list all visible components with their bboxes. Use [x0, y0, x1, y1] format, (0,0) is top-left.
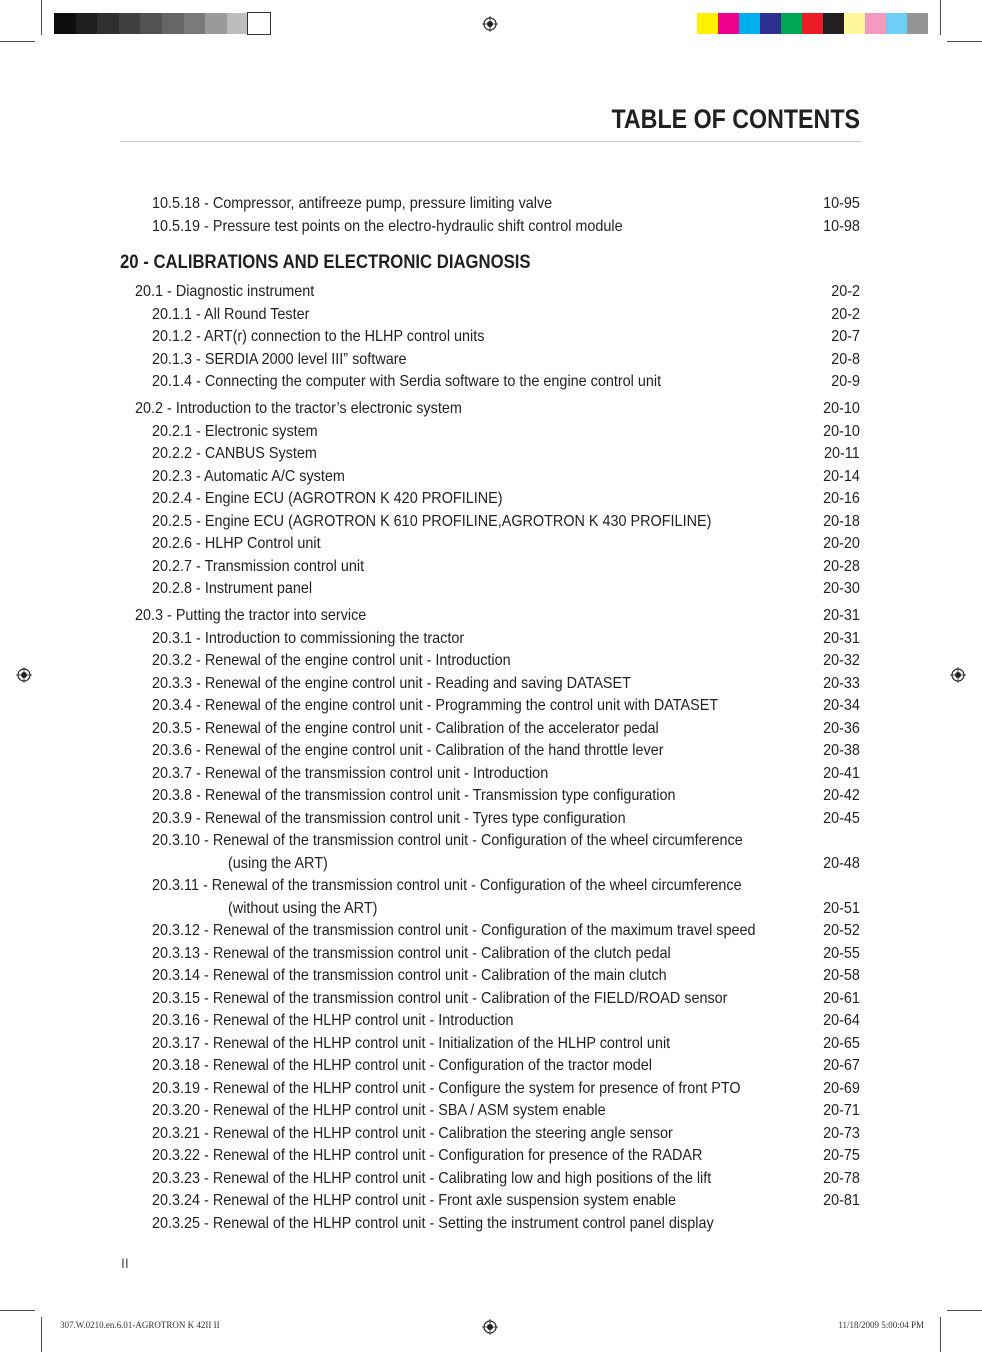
toc-subentry[interactable] — [0, 1145, 982, 1167]
toc-subentry[interactable] — [0, 511, 982, 533]
entry-page-number: 20-18 — [823, 512, 860, 530]
entry-title: 20.3.6 - Renewal of the engine control unit - Calibration of the hand throttle lever — [152, 742, 664, 759]
chapter-heading[interactable]: 20 - CALIBRATIONS AND ELECTRONIC DIAGNOSIS — [120, 252, 531, 273]
entry-title: 20.3.22 - Renewal of the HLHP control unit - Configuration for presence of the RADAR — [152, 1147, 703, 1164]
entry-page-number: 20-42 — [823, 787, 860, 804]
toc-subentry[interactable] — [0, 1078, 982, 1100]
toc-subentry[interactable] — [0, 1213, 982, 1235]
entry-title: 20.3.11 - Renewal of the transmission control unit - Configuration of the wheel circumference — [152, 877, 742, 894]
toc-subentry[interactable] — [0, 988, 982, 1010]
gray-swatch — [119, 13, 141, 34]
entry-title: 20.2.6 - HLHP Control unit — [152, 535, 321, 552]
entry-page-number: 20-65 — [823, 1034, 860, 1052]
registration-target-icon — [482, 1319, 498, 1335]
color-swatch — [823, 13, 844, 34]
toc-section[interactable] — [0, 281, 982, 303]
entry-page-number: 20-32 — [823, 652, 860, 669]
entry-page-number: 10-95 — [823, 195, 860, 212]
toc-subentry[interactable] — [0, 1123, 982, 1145]
toc-subentry[interactable] — [0, 808, 982, 830]
entry-title: 10.5.19 - Pressure test points on the electro-hydraulic shift control module — [152, 217, 623, 235]
crop-mark — [940, 0, 941, 35]
color-swatch — [739, 13, 760, 34]
toc-subentry[interactable] — [0, 718, 982, 740]
toc-subentry[interactable] — [0, 1010, 982, 1032]
entry-title: 20.3.1 - Introduction to commissioning the tractor — [152, 629, 465, 647]
entry-page-number: 20-55 — [823, 944, 860, 962]
color-swatch — [865, 13, 886, 34]
entry-page-number: 20-2 — [831, 283, 860, 300]
entry-page-number: 20-16 — [823, 490, 860, 507]
toc-subentry[interactable] — [0, 1055, 982, 1077]
toc-subentry[interactable] — [0, 371, 982, 393]
toc-subentry[interactable] — [0, 304, 982, 326]
entry-title: 20.3.10 - Renewal of the transmission control unit - Configuration of the wheel circumference — [152, 832, 743, 849]
toc-subentry[interactable] — [0, 1100, 982, 1122]
entry-title: 20.3.20 - Renewal of the HLHP control unit - SBA / ASM system enable — [152, 1102, 606, 1119]
crop-mark — [940, 1317, 941, 1352]
entry-page-number: 20-8 — [831, 350, 860, 368]
toc-subentry[interactable] — [0, 965, 982, 987]
entry-title: 20.2.5 - Engine ECU (AGROTRON K 610 PROFILINE,AGROTRON K 430 PROFILINE) — [152, 512, 712, 530]
toc-subentry[interactable] — [0, 740, 982, 762]
toc-subentry[interactable] — [0, 875, 982, 897]
entry-title: 20.3.25 - Renewal of the HLHP control unit - Setting the instrument control panel display — [152, 1214, 714, 1232]
entry-title: 20.3.2 - Renewal of the engine control unit - Introduction — [152, 652, 511, 669]
gray-swatch — [248, 13, 270, 34]
entry-page-number: 20-11 — [824, 445, 860, 462]
entry-page-number: 20-7 — [831, 328, 860, 345]
entry-page-number: 20-71 — [823, 1102, 860, 1119]
entry-title: 20.3.19 - Renewal of the HLHP control unit - Configure the system for presence of front PTO — [152, 1079, 741, 1097]
entry-title: 20.1.1 - All Round Tester — [152, 305, 310, 323]
toc-subentry[interactable] — [0, 349, 982, 371]
print-slug-left: 307.W.0210.en.6.01-AGROTRON K 42II II — [60, 1320, 220, 1330]
entry-page-number: 20-69 — [823, 1079, 860, 1097]
gray-swatch — [140, 13, 162, 34]
entry-title: 20.3.15 - Renewal of the transmission control unit - Calibration of the FIELD/ROAD sensor — [152, 989, 728, 1007]
entry-page-number: 20-73 — [823, 1124, 860, 1142]
entry-title: 20.3.24 - Renewal of the HLHP control unit - Front axle suspension system enable — [152, 1192, 677, 1209]
toc-subentry[interactable] — [0, 785, 982, 807]
toc-subentry[interactable] — [0, 1168, 982, 1190]
entry-title: 20.2.2 - CANBUS System — [152, 445, 317, 462]
crop-mark — [0, 1310, 35, 1311]
toc-section[interactable] — [0, 398, 982, 420]
entry-title: 10.5.18 - Compressor, antifreeze pump, pressure limiting valve — [152, 195, 553, 212]
entry-title: 20.3.17 - Renewal of the HLHP control unit - Initialization of the HLHP control unit — [152, 1034, 671, 1052]
entry-title: 20.2 - Introduction to the tractor’s electronic system — [135, 400, 462, 417]
color-swatch — [907, 13, 928, 34]
crop-mark — [947, 41, 982, 42]
toc-subentry[interactable] — [0, 466, 982, 488]
page-title: TABLE OF CONTENTS — [611, 104, 860, 134]
entry-page-number: 20-10 — [823, 422, 860, 440]
toc-subentry[interactable] — [0, 830, 982, 852]
entry-title: 20.3.23 - Renewal of the HLHP control unit - Calibrating low and high positions of the lift — [152, 1169, 712, 1187]
toc-subentry-continuation[interactable] — [0, 898, 982, 920]
entry-page-number: 20-64 — [823, 1012, 860, 1029]
entry-title: 20.3.18 - Renewal of the HLHP control unit - Configuration of the tractor model — [152, 1057, 653, 1074]
entry-title: 20.3.21 - Renewal of the HLHP control unit - Calibration the steering angle sensor — [152, 1124, 673, 1142]
toc-subentry[interactable] — [0, 628, 982, 650]
toc-subentry[interactable] — [0, 943, 982, 965]
entry-page-number: 20-81 — [823, 1192, 860, 1209]
toc-subentry[interactable] — [0, 695, 982, 717]
entry-title: 20.1 - Diagnostic instrument — [135, 283, 315, 300]
toc-subentry[interactable] — [0, 920, 982, 942]
entry-title: 20.3.4 - Renewal of the engine control unit - Programming the control unit with DATASET — [152, 697, 719, 714]
entry-title: (without using the ART) — [228, 899, 378, 917]
entry-title: 20.2.8 - Instrument panel — [152, 580, 313, 597]
toc-subentry[interactable] — [0, 488, 982, 510]
entry-title: 20.2.7 - Transmission control unit — [152, 557, 365, 575]
entry-page-number: 20-20 — [823, 535, 860, 552]
registration-target-icon — [482, 16, 498, 32]
entry-page-number: 20-67 — [823, 1057, 860, 1074]
entry-title: 20.3.7 - Renewal of the transmission control unit - Introduction — [152, 764, 549, 782]
gray-swatch — [54, 13, 76, 34]
entry-page-number: 10-98 — [823, 217, 860, 235]
crop-mark — [41, 1317, 42, 1352]
entry-page-number: 20-33 — [823, 674, 860, 692]
entry-title: 20.3 - Putting the tractor into service — [135, 607, 367, 624]
entry-page-number: 20-58 — [823, 967, 860, 984]
toc-subentry[interactable] — [0, 216, 982, 238]
crop-mark — [41, 0, 42, 35]
entry-title: 20.2.4 - Engine ECU (AGROTRON K 420 PROFILINE) — [152, 490, 503, 507]
gray-swatch — [76, 13, 98, 34]
entry-title: 20.3.9 - Renewal of the transmission control unit - Tyres type configuration — [152, 809, 626, 827]
entry-page-number: 20-31 — [823, 629, 860, 647]
print-slug-right: 11/18/2009 5:00:04 PM — [838, 1320, 924, 1330]
page-folio: II — [121, 1255, 129, 1271]
entry-page-number: 20-2 — [831, 305, 860, 323]
crop-mark — [0, 41, 35, 42]
toc-subentry[interactable] — [0, 193, 982, 215]
entry-page-number: 20-61 — [823, 989, 860, 1007]
entry-page-number: 20-41 — [823, 764, 860, 782]
toc-subentry[interactable] — [0, 421, 982, 443]
entry-title: 20.3.13 - Renewal of the transmission control unit - Calibration of the clutch pedal — [152, 944, 671, 962]
toc-subentry[interactable] — [0, 556, 982, 578]
entry-title: 20.3.8 - Renewal of the transmission control unit - Transmission type configuration — [152, 787, 676, 804]
color-swatch — [886, 13, 907, 34]
toc-subentry[interactable] — [0, 326, 982, 348]
entry-title: 20.2.3 - Automatic A/C system — [152, 467, 345, 485]
toc-subentry[interactable] — [0, 533, 982, 555]
color-swatch — [802, 13, 823, 34]
toc-subentry[interactable] — [0, 1033, 982, 1055]
entry-page-number: 20-48 — [823, 854, 860, 872]
gray-swatch — [97, 13, 119, 34]
entry-title: 20.2.1 - Electronic system — [152, 422, 318, 440]
entry-page-number: 20-45 — [823, 809, 860, 827]
entry-page-number: 20-14 — [823, 467, 860, 485]
entry-page-number: 20-10 — [823, 400, 860, 417]
toc-subentry[interactable] — [0, 650, 982, 672]
gray-swatch — [162, 13, 184, 34]
entry-page-number: 20-36 — [823, 719, 860, 737]
entry-page-number: 20-30 — [823, 580, 860, 597]
entry-page-number: 20-28 — [823, 557, 860, 575]
entry-title: 20.1.4 - Connecting the computer with Serdia software to the engine control unit — [152, 373, 662, 390]
color-swatch — [718, 13, 739, 34]
entry-page-number: 20-52 — [823, 922, 860, 939]
entry-title: 20.3.5 - Renewal of the engine control unit - Calibration of the accelerator pedal — [152, 719, 659, 737]
entry-page-number: 20-51 — [823, 899, 860, 917]
entry-title: 20.3.14 - Renewal of the transmission control unit - Calibration of the main clutch — [152, 967, 667, 984]
entry-title: 20.3.12 - Renewal of the transmission control unit - Configuration of the maximum travel speed — [152, 922, 756, 939]
gray-swatch — [227, 13, 249, 34]
color-swatch — [697, 13, 718, 34]
entry-page-number: 20-9 — [831, 373, 860, 390]
color-swatch — [760, 13, 781, 34]
color-swatch — [844, 13, 865, 34]
toc-subentry[interactable] — [0, 578, 982, 600]
entry-page-number: 20-38 — [823, 742, 860, 759]
toc-subentry[interactable] — [0, 673, 982, 695]
entry-page-number: 20-34 — [823, 697, 860, 714]
toc-subentry[interactable] — [0, 1190, 982, 1212]
gray-swatch — [205, 13, 227, 34]
color-swatch — [781, 13, 802, 34]
toc-subentry[interactable] — [0, 763, 982, 785]
entry-title: 20.1.2 - ART(r) connection to the HLHP control units — [152, 328, 485, 345]
entry-title: (using the ART) — [228, 854, 328, 872]
entry-page-number: 20-31 — [823, 607, 860, 624]
entry-title: 20.1.3 - SERDIA 2000 level III” software — [152, 350, 407, 368]
crop-mark — [947, 1310, 982, 1311]
entry-page-number: 20-78 — [823, 1169, 860, 1187]
entry-title: 20.3.16 - Renewal of the HLHP control unit - Introduction — [152, 1012, 514, 1029]
title-divider — [120, 141, 861, 142]
entry-title: 20.3.3 - Renewal of the engine control unit - Reading and saving DATASET — [152, 674, 631, 692]
gray-swatch — [184, 13, 206, 34]
toc-subentry[interactable] — [0, 443, 982, 465]
toc-subentry-continuation[interactable] — [0, 853, 982, 875]
entry-page-number: 20-75 — [823, 1147, 860, 1164]
toc-section[interactable] — [0, 605, 982, 627]
